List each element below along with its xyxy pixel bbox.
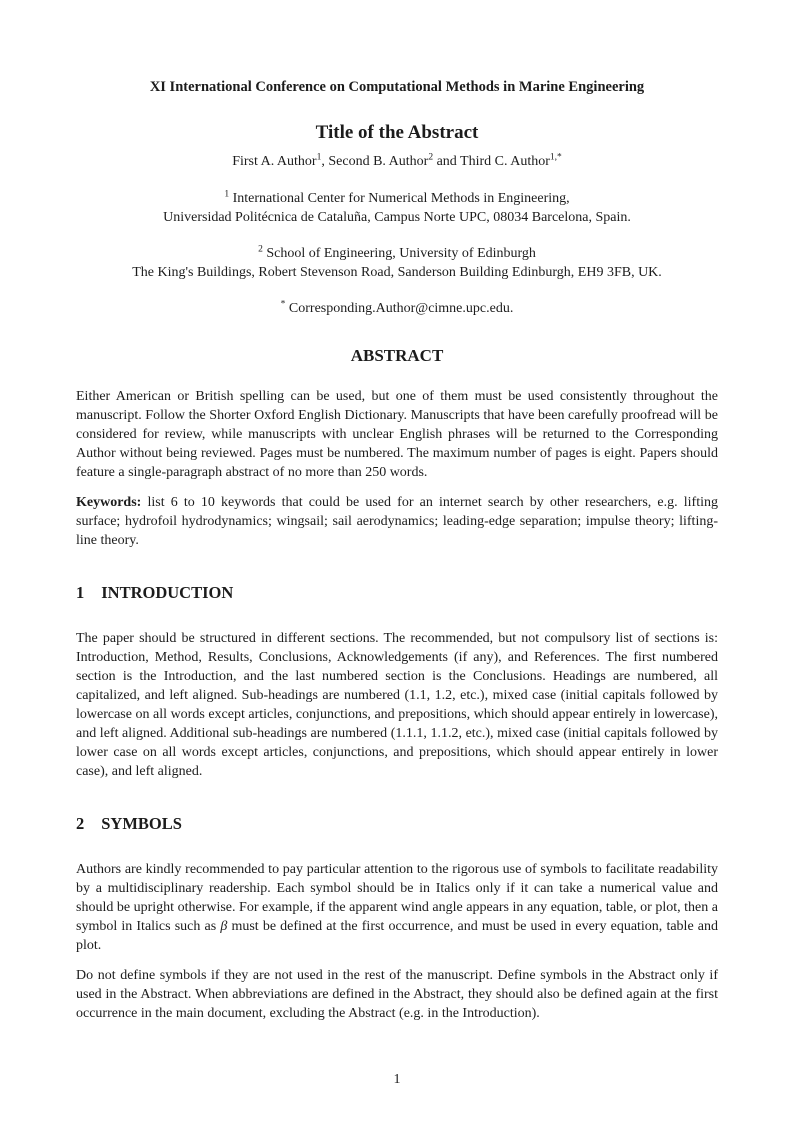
affiliation-1-institution: International Center for Numerical Methods in Engineering, xyxy=(229,191,570,206)
keywords-paragraph xyxy=(76,493,718,550)
affiliation-2 xyxy=(76,244,718,282)
corresponding-author-mark: * xyxy=(280,299,286,310)
author-separator: and xyxy=(433,154,461,169)
keywords-text: list 6 to 10 keywords that could be used for an internet search by other researchers, e.g. lifting surface; hydrofoil hydrodynamics; wingsail; sail aerodynamics; leading-edge separation; impulse theory; lifting-line theory. xyxy=(76,495,718,548)
affiliation-1 xyxy=(76,189,718,227)
abstract-paragraph: Either American or British spelling can be used, but one of them must be used consistently throughout the manuscript. Follow the Shorter Oxford English Dictionary. Manuscripts that have been carefully proofread will be considered for review, while manuscripts with unclear English phrases will be returned to the Corresponding Author without being reviewed. Pages must be numbered. The maximum number of pages is eight. Papers should feature a single-paragraph abstract of no more than 250 words. xyxy=(76,389,718,480)
author-2: Second B. Author xyxy=(328,154,429,169)
affiliation-1-line-2: Universidad Politécnica de Cataluña, Campus Norte UPC, 08034 Barcelona, Spain. xyxy=(163,210,631,225)
section-heading-symbols xyxy=(76,814,718,833)
affiliation-2-line-1 xyxy=(76,244,718,263)
keywords-label: Keywords: xyxy=(76,495,142,510)
section-title: SYMBOLS xyxy=(101,814,182,833)
beta-symbol: β xyxy=(220,919,228,934)
author-line xyxy=(76,152,718,171)
corresponding-author-line xyxy=(76,299,718,318)
author-1-affiliation-mark: 1 xyxy=(316,152,322,163)
section-number: 1 xyxy=(76,583,85,602)
symbols-paragraph-1 xyxy=(76,860,718,955)
author-separator: , xyxy=(321,154,329,169)
affiliation-1-mark: 1 xyxy=(224,189,230,200)
page-number: 1 xyxy=(393,1072,401,1087)
symbols-paragraph-2: Do not define symbols if they are not used in the rest of the manuscript. Define symbols in the Abstract only if used in the Abstract. When abbreviations are defined in the Abstract, they should also be defined again at the first occurrence in the main document, excluding the Abstract (e.g. in the Introduction). xyxy=(76,968,718,1021)
section-heading-introduction xyxy=(76,583,718,602)
section-title: INTRODUCTION xyxy=(101,583,234,602)
section-number: 2 xyxy=(76,814,85,833)
affiliation-2-mark: 2 xyxy=(258,244,263,255)
introduction-paragraph: The paper should be structured in different sections. The recommended, but not compulsory list of sections is: Introduction, Method, Results, Conclusions, Acknowledgements (if any), and References. The first numbered section is the Introduction, and the last numbered section is the Conclusions. Headings are numbered, all capitalized, and left aligned. Sub-headings are numbered (1.1, 1.2, etc.), mixed case (initial capitals followed by lowercase on all words except articles, conjunctions, and prepositions, which should appear entirely in lowercase), and left aligned. Additional sub-headings are numbered (1.1.1, 1.1.2, etc.), mixed case (initial capitals followed by lower case on all words except articles, conjunctions, and prepositions, which should appear entirely in lower case), and left aligned. xyxy=(76,631,718,779)
author-3: Third C. Author xyxy=(460,154,550,169)
affiliation-2-line-2: The King's Buildings, Robert Stevenson Road, Sanderson Building Edinburgh, EH9 3FB, UK. xyxy=(132,265,662,280)
symbols-paragraph-1-text-after: must be defined at the first occurrence, and must be used in every equation, table and plot. xyxy=(76,919,719,953)
conference-header: XI International Conference on Computational Methods in Marine Engineering xyxy=(149,79,645,95)
paper-title: Title of the Abstract xyxy=(315,122,479,143)
author-3-affiliation-mark: 1,* xyxy=(549,152,562,163)
affiliation-1-line-1 xyxy=(76,189,718,208)
symbols-paragraph-1-text: Authors are kindly recommended to pay particular attention to the rigorous use of symbols to facilitate readability by a multidisciplinary readership. Each symbol should be in Italics only if it can take a numerical value and should be upright otherwise. For example, if the apparent wind angle appears in any equation, table, or plot, then a symbol in Italics such as xyxy=(76,862,718,934)
affiliation-2-institution: School of Engineering, University of Edinburgh xyxy=(262,246,536,261)
corresponding-author-email: Corresponding.Author@cimne.upc.edu. xyxy=(285,301,514,316)
author-2-affiliation-mark: 2 xyxy=(428,152,434,163)
author-1: First A. Author xyxy=(232,154,317,169)
abstract-heading: ABSTRACT xyxy=(350,346,444,365)
